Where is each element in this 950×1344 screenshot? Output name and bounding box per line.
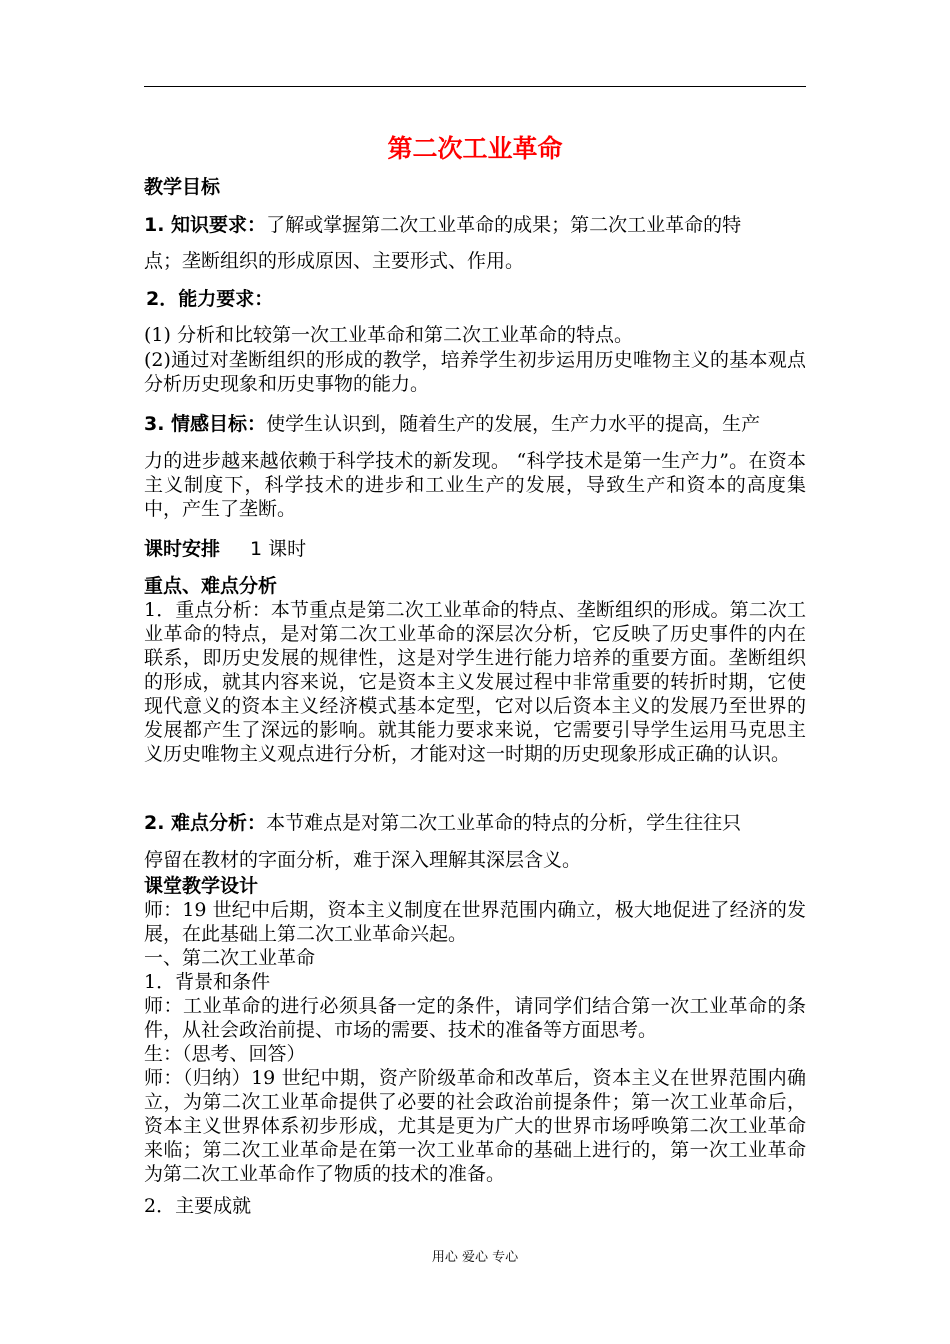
emotion-rest: 力的进步越来越依赖于科学技术的新发现。 “科学技术是第一生产力”。在资本主义制度下，科学技术的进步和工业生产的发展，导致生产和资本的高度集中，产生了垄断。 (144, 450, 806, 520)
schedule-line (144, 537, 806, 561)
design-subheading-3: 2．主要成就 (144, 1195, 252, 1217)
focus-analysis: 1．重点分析：本节重点是第二次工业革命的特点、垄断组织的形成。第二次工业革命的特点，是对第二次工业革命的深层次分析，它反映了历史事件的内在联系，即历史发展的规律性，这是对学生进行能力培养的重要方面。垄断组织的形成，就其内容来说，它是资本主义发展过程中非常重要的转折时期，它使现代意义的资本主义经济模式基本定型，它对以后资本主义的发展乃至世界的发展都产生了深远的影响。就其能力要求来说，它需要引导学生运用马克思主义历史唯物主义观点进行分析，才能对这一时期的历史现象形成正确的认识。 (144, 599, 806, 765)
schedule-value: 1 课时 (250, 538, 307, 560)
emotion-label: 3. 情感目标： (144, 413, 267, 435)
objectives-heading: 教学目标 (144, 176, 221, 198)
ability-item-1: (1) 分析和比较第一次工业革命和第二次工业革命的特点。 (144, 324, 633, 346)
knowledge-label: 1. 知识要求： (144, 214, 267, 236)
emotion-line-1 (144, 412, 806, 436)
design-subheading-2: 1．背景和条件 (144, 971, 271, 993)
ability-item-2: (2)通过对垄断组织的形成的教学，培养学生初步运用历史唯物主义的基本观点分析历史现象和历史事物的能力。 (144, 349, 806, 395)
knowledge-line-2: 点；垄断组织的形成原因、主要形式、作用。 (144, 250, 525, 272)
difficulty-line-1 (144, 811, 806, 835)
header-rule (144, 86, 806, 87)
design-subheading-1: 一、第二次工业革命 (144, 947, 316, 969)
keypoints-heading: 重点、难点分析 (144, 575, 278, 597)
knowledge-text-1: 了解或掌握第二次工业革命的成果；第二次工业革命的特 (266, 214, 742, 236)
schedule-label: 课时安排 (144, 538, 221, 560)
design-heading: 课堂教学设计 (144, 875, 259, 897)
design-para-2: 师：工业革命的进行必须具备一定的条件，请同学们结合第一次工业革命的条件，从社会政治前提、市场的需要、技术的准备等方面思考。 (144, 995, 806, 1041)
knowledge-line-1 (144, 213, 806, 237)
difficulty-text-1: 本节难点是对第二次工业革命的特点的分析，学生往往只 (266, 812, 742, 834)
design-para-4: 师：（归纳）19 世纪中期，资产阶级革命和改革后，资本主义在世界范围内确立，为第二次工业革命提供了必要的社会政治前提条件；第一次工业革命后，资本主义世界体系初步形成，尤其是更为广大的世界市场呼唤第二次工业革命来临；第二次工业革命是在第一次工业革命的基础上进行的，第一次工业革命为第二次工业革命作了物质的技术的准备。 (144, 1067, 806, 1185)
emotion-text-1: 使学生认识到，随着生产的发展，生产力水平的提高，生产 (266, 413, 761, 435)
page-title: 第二次工业革命 (387, 134, 563, 163)
design-para-1: 师：19 世纪中后期，资本主义制度在世界范围内确立，极大地促进了经济的发展，在此基础上第二次工业革命兴起。 (144, 899, 806, 945)
difficulty-label: 2. 难点分析： (144, 812, 267, 834)
page-footer: 用心 爱心 专心 (431, 1250, 519, 1265)
difficulty-line-2: 停留在教材的字面分析，难于深入理解其深层含义。 (144, 849, 582, 871)
ability-label: 2．能力要求： (146, 288, 274, 310)
design-para-3: 生：（思考、回答） (144, 1043, 306, 1065)
